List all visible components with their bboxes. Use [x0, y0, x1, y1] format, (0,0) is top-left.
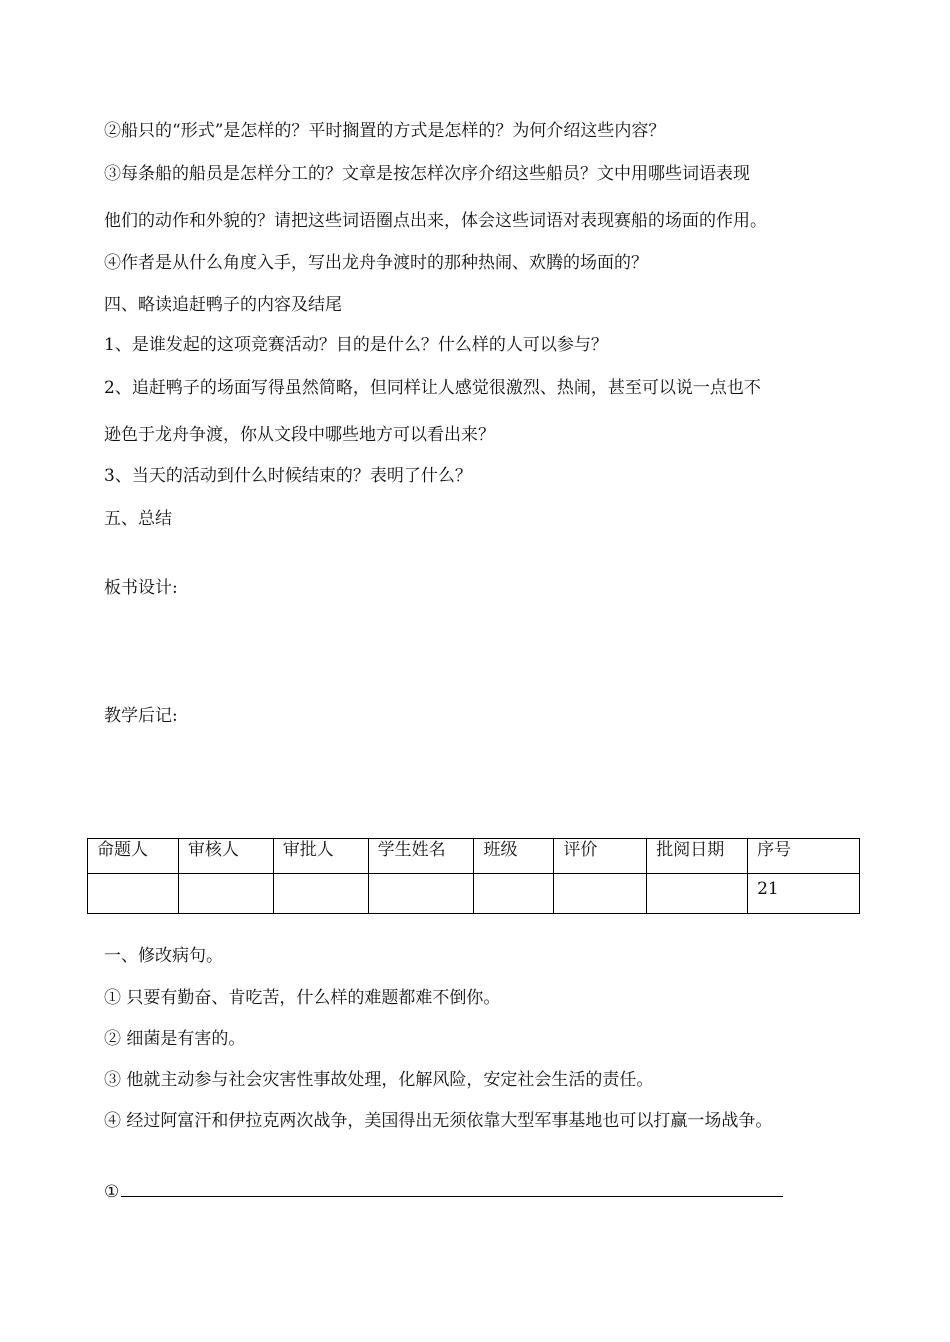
info-table [87, 838, 860, 914]
teaching-notes-label: 教学后记: [104, 706, 178, 726]
exercise-item-4: ④ 经过阿富汗和伊拉克两次战争，美国得出无须依靠大型军事基地也可以打赢一场战争。 [104, 1111, 773, 1131]
section-4-heading: 四、略读追赶鸭子的内容及结尾 [104, 295, 342, 315]
question-4-1: 1、是谁发起的这项竞赛活动？目的是什么？什么样的人可以参与？ [104, 335, 608, 355]
info-table-value-row [88, 874, 860, 914]
answer-label: ① [104, 1182, 120, 1202]
value-cell [554, 874, 647, 914]
question-4-3: 3、当天的活动到什么时候结束的？表明了什么？ [104, 466, 472, 486]
header-cell: 命题人 [88, 839, 179, 874]
header-cell: 序号 [748, 839, 860, 874]
header-cell: 批阅日期 [647, 839, 748, 874]
answer-blank[interactable] [121, 1180, 783, 1197]
header-cell: 学生姓名 [368, 839, 474, 874]
value-cell [474, 874, 554, 914]
header-cell: 审批人 [273, 839, 368, 874]
question-3-3-line1: ③每条船的船员是怎样分工的？文章是按怎样次序介绍这些船员？文中用哪些词语表现 [104, 164, 750, 184]
header-cell: 班级 [474, 839, 554, 874]
question-4-2-line1: 2、追赶鸭子的场面写得虽然简略，但同样让人感觉很激烈、热闹，甚至可以说一点也不 [104, 378, 761, 398]
value-cell [368, 874, 474, 914]
info-table-header-row [88, 839, 860, 874]
header-cell: 评价 [554, 839, 647, 874]
exercise-item-1: ① 只要有勤奋、肯吃苦，什么样的难题都难不倒你。 [104, 988, 501, 1008]
exercise-item-3: ③ 他就主动参与社会灾害性事故处理，化解风险，安定社会生活的责任。 [104, 1070, 654, 1090]
value-cell [178, 874, 273, 914]
header-cell: 审核人 [178, 839, 273, 874]
board-design-label: 板书设计: [104, 578, 178, 598]
question-3-3-line2: 他们的动作和外貌的？请把这些词语圈点出来，体会这些词语对表现赛船的场面的作用。 [104, 211, 767, 231]
answer-line [104, 1180, 783, 1203]
question-3-4: ④作者是从什么角度入手，写出龙舟争渡时的那种热闹、欢腾的场面的？ [104, 253, 648, 273]
exercise-heading: 一、修改病句。 [104, 946, 223, 966]
value-cell [273, 874, 368, 914]
exercise-item-2: ② 细菌是有害的。 [104, 1029, 246, 1049]
section-5-heading: 五、总结 [104, 509, 172, 529]
question-4-2-line2: 逊色于龙舟争渡，你从文段中哪些地方可以看出来？ [104, 425, 495, 445]
question-3-2: ②船只的“形式”是怎样的？平时搁置的方式是怎样的？为何介绍这些内容？ [104, 121, 666, 141]
value-cell [647, 874, 748, 914]
value-cell [88, 874, 179, 914]
value-cell-serial: 21 [748, 874, 860, 914]
